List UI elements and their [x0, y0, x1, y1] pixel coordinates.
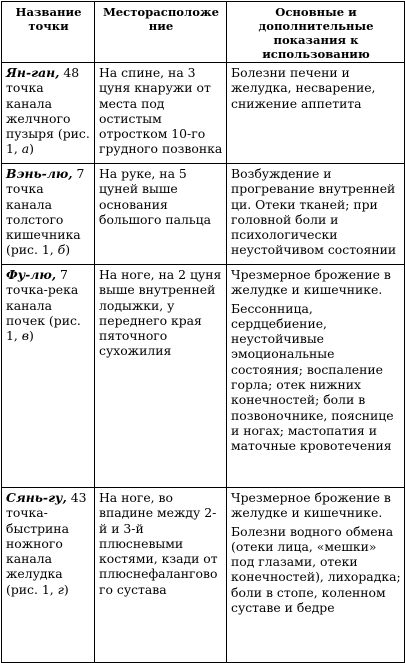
figure-ref: а	[21, 141, 30, 157]
point-description: 43 точка-быстрина ножного канала желудка (рис. 1,	[6, 490, 87, 597]
location-text: На руке, на 5 цуней выше основания большого пальца	[99, 166, 212, 227]
point-description: 7 точка канала толстого кишечника (рис. 1,	[6, 166, 85, 258]
indication-paragraph: Бессонница, сердцебиение, неустойчивые эмоциональные состояния; воспаление горла; отек нижних конечностей; боли в позвоночнике, пояснице и ногах; мастопатия и маточные кровотечения	[231, 300, 394, 454]
location-cell	[95, 63, 227, 164]
location-text: На ноге, во впадине между 2-й и 3-й плюсневыми костями, кзади от плюснефалангового сустава	[99, 490, 218, 597]
point-description-end: )	[63, 581, 69, 597]
point-name: Вэнь-лю,	[6, 166, 73, 181]
point-description-end: )	[65, 242, 71, 258]
point-name: Сянь-гу,	[6, 490, 67, 505]
point-name-cell	[2, 265, 95, 488]
point-description: 7 точка-река канала почек (рис. 1,	[6, 267, 81, 344]
header-row	[2, 2, 405, 63]
figure-ref: г	[57, 581, 64, 597]
point-description: 48 точка канала желчного пузыря (рис. 1,	[6, 65, 90, 157]
location-cell	[95, 265, 227, 488]
table-row	[2, 164, 405, 265]
indications-cell	[227, 488, 405, 663]
table-row	[2, 488, 405, 663]
indications-cell	[227, 63, 405, 164]
location-cell	[95, 164, 227, 265]
indication-paragraph: Возбуждение и прогревание внутренней ци. Отеки тканей; при головной боли и психологически неустойчивом состоянии	[231, 166, 397, 258]
point-name: Фу-лю,	[6, 267, 57, 282]
point-name-cell	[2, 63, 95, 164]
point-name: Ян-ган,	[6, 65, 60, 80]
figure-ref: в	[21, 328, 29, 344]
indications-cell	[227, 265, 405, 488]
point-name-cell	[2, 164, 95, 265]
indication-paragraph: Болезни печени и желудка, несварение, снижение аппетита	[231, 65, 376, 111]
table-row	[2, 265, 405, 488]
indication-paragraph: Чрезмерное брожение в желудке и кишечнике.	[231, 490, 391, 521]
point-description-end: )	[29, 141, 34, 157]
figure-ref: б	[57, 242, 66, 258]
indication-paragraph: Болезни водного обмена (отеки лица, «мешки» под глазами, отеки конечностей), лихорадка; боли в стопе, коленном суставе и бедре	[231, 523, 401, 616]
location-cell	[95, 488, 227, 663]
table-row	[2, 63, 405, 164]
header-indications: Основные и дополнительные показания к использованию	[227, 2, 405, 63]
location-text: На спине, на 3 цуня кнаружи от места под остистым отростком 10-го грудного позвонка	[99, 65, 223, 157]
header-point-name: Название точки	[2, 2, 95, 63]
location-text: На ноге, на 2 цуня выше внутренней лодыжки, у переднего края пяточного сухожилия	[99, 267, 222, 359]
point-description-end: )	[28, 328, 34, 344]
point-name-cell	[2, 488, 95, 663]
acupoints-table	[1, 1, 405, 663]
indication-paragraph: Чрезмерное брожение в желудке и кишечнике.	[231, 267, 391, 298]
header-location: Месторасположение	[95, 2, 227, 63]
indications-cell	[227, 164, 405, 265]
